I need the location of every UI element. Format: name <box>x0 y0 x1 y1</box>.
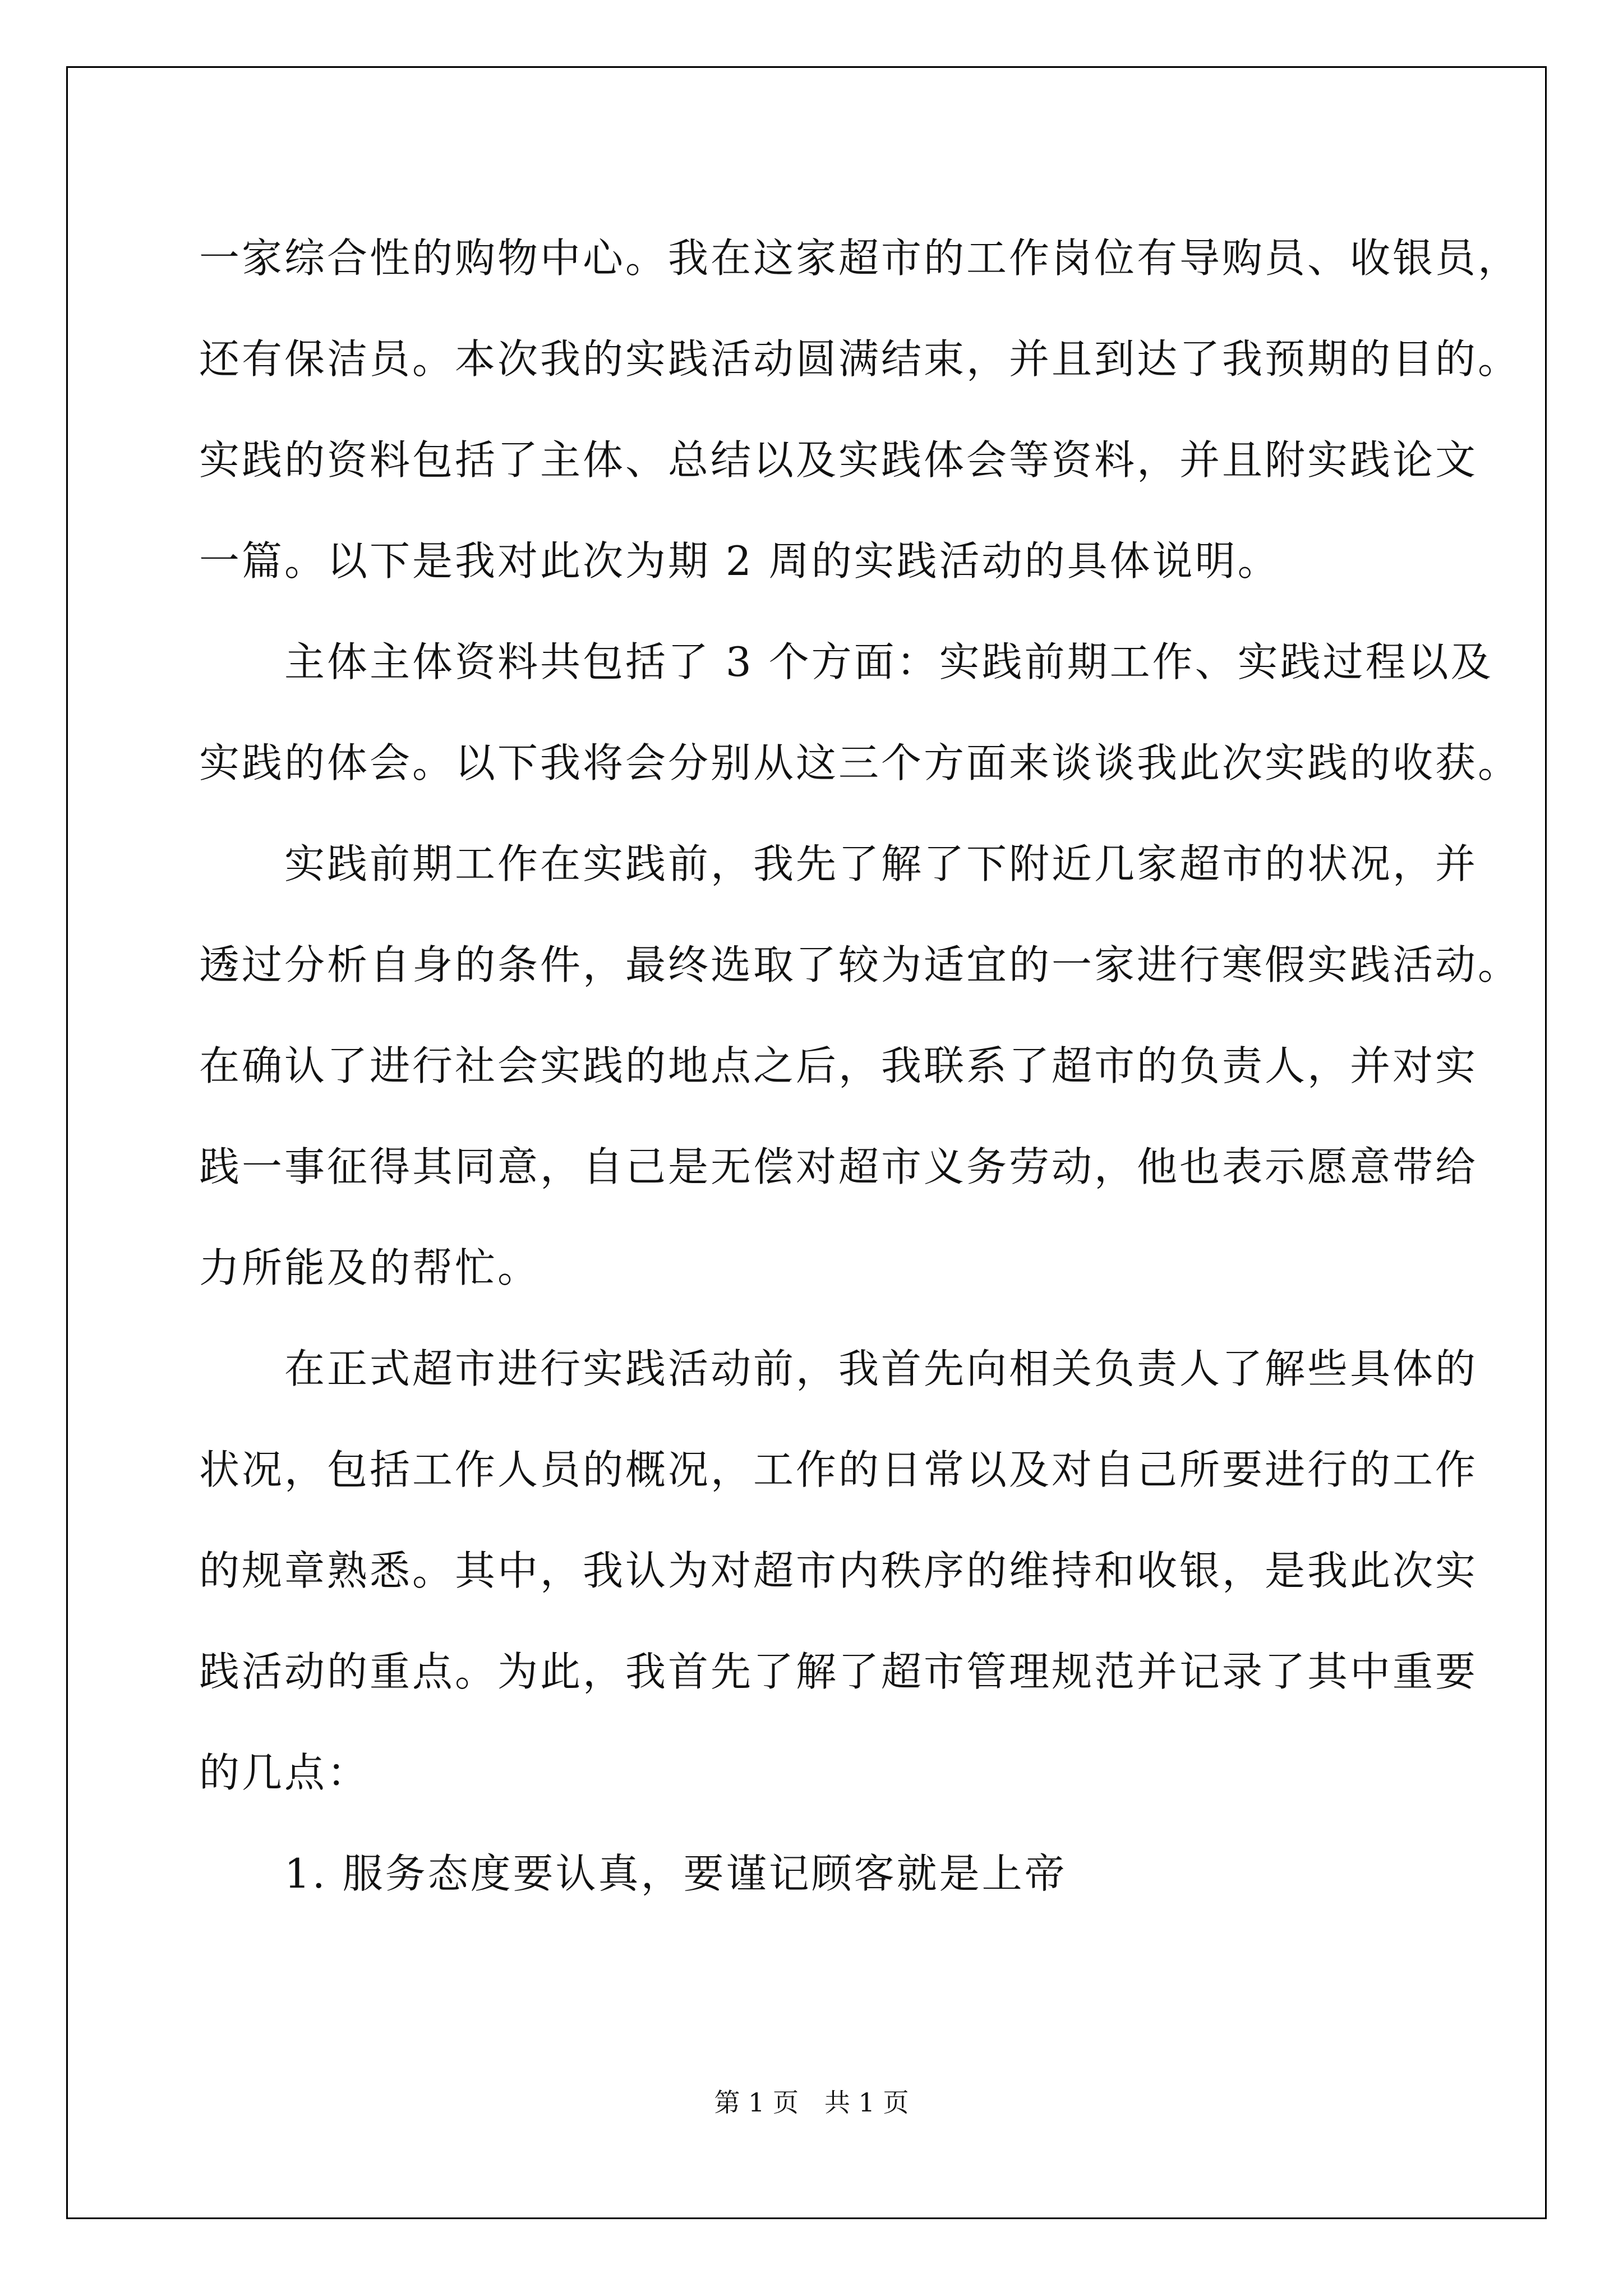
body-line: 践一事征得其同意，自己是无偿对超市义务劳动，他也表示愿意带给 <box>199 1143 1478 1190</box>
body-line: 践活动的重点。为此，我首先了解了超市管理规范并记录了其中重要 <box>199 1648 1478 1695</box>
body-line: 实践的体会。以下我将会分别从这三个方面来谈谈我此次实践的收获。 <box>199 739 1521 786</box>
body-line: 在确认了进行社会实践的地点之后，我联系了超市的负责人，并对实 <box>199 1042 1478 1089</box>
body-line: 状况，包括工作人员的概况，工作的日常以及对自己所要进行的工作 <box>199 1446 1478 1493</box>
body-line: 力所能及的帮忙。 <box>199 1244 541 1291</box>
body-line: 还有保洁员。本次我的实践活动圆满结束，并且到达了我预期的目的。 <box>199 335 1521 383</box>
body-line: 在正式超市进行实践活动前，我首先向相关负责人了解些具体的 <box>199 1345 1478 1392</box>
body-line: 主体主体资料共包括了 3 个方面：实践前期工作、实践过程以及 <box>199 638 1493 685</box>
body-line: 实践前期工作在实践前，我先了解了下附近几家超市的状况，并 <box>199 840 1478 887</box>
body-line: 1. 服务态度要认真，要谨记顾客就是上帝 <box>199 1850 1067 1897</box>
body-line: 实践的资料包括了主体、总结以及实践体会等资料，并且附实践论文 <box>199 436 1478 484</box>
page-footer: 第 1 页 共 1 页 <box>714 2087 909 2118</box>
body-line: 一篇。以下是我对此次为期 2 周的实践活动的具体说明。 <box>199 537 1280 585</box>
body-line: 一家综合性的购物中心。我在这家超市的工作岗位有导购员、收银员， <box>199 234 1521 282</box>
body-line: 透过分析自身的条件，最终选取了较为适宜的一家进行寒假实践活动。 <box>199 941 1521 988</box>
body-line: 的几点： <box>199 1749 370 1796</box>
body-line: 的规章熟悉。其中，我认为对超市内秩序的维持和收银，是我此次实 <box>199 1547 1478 1594</box>
